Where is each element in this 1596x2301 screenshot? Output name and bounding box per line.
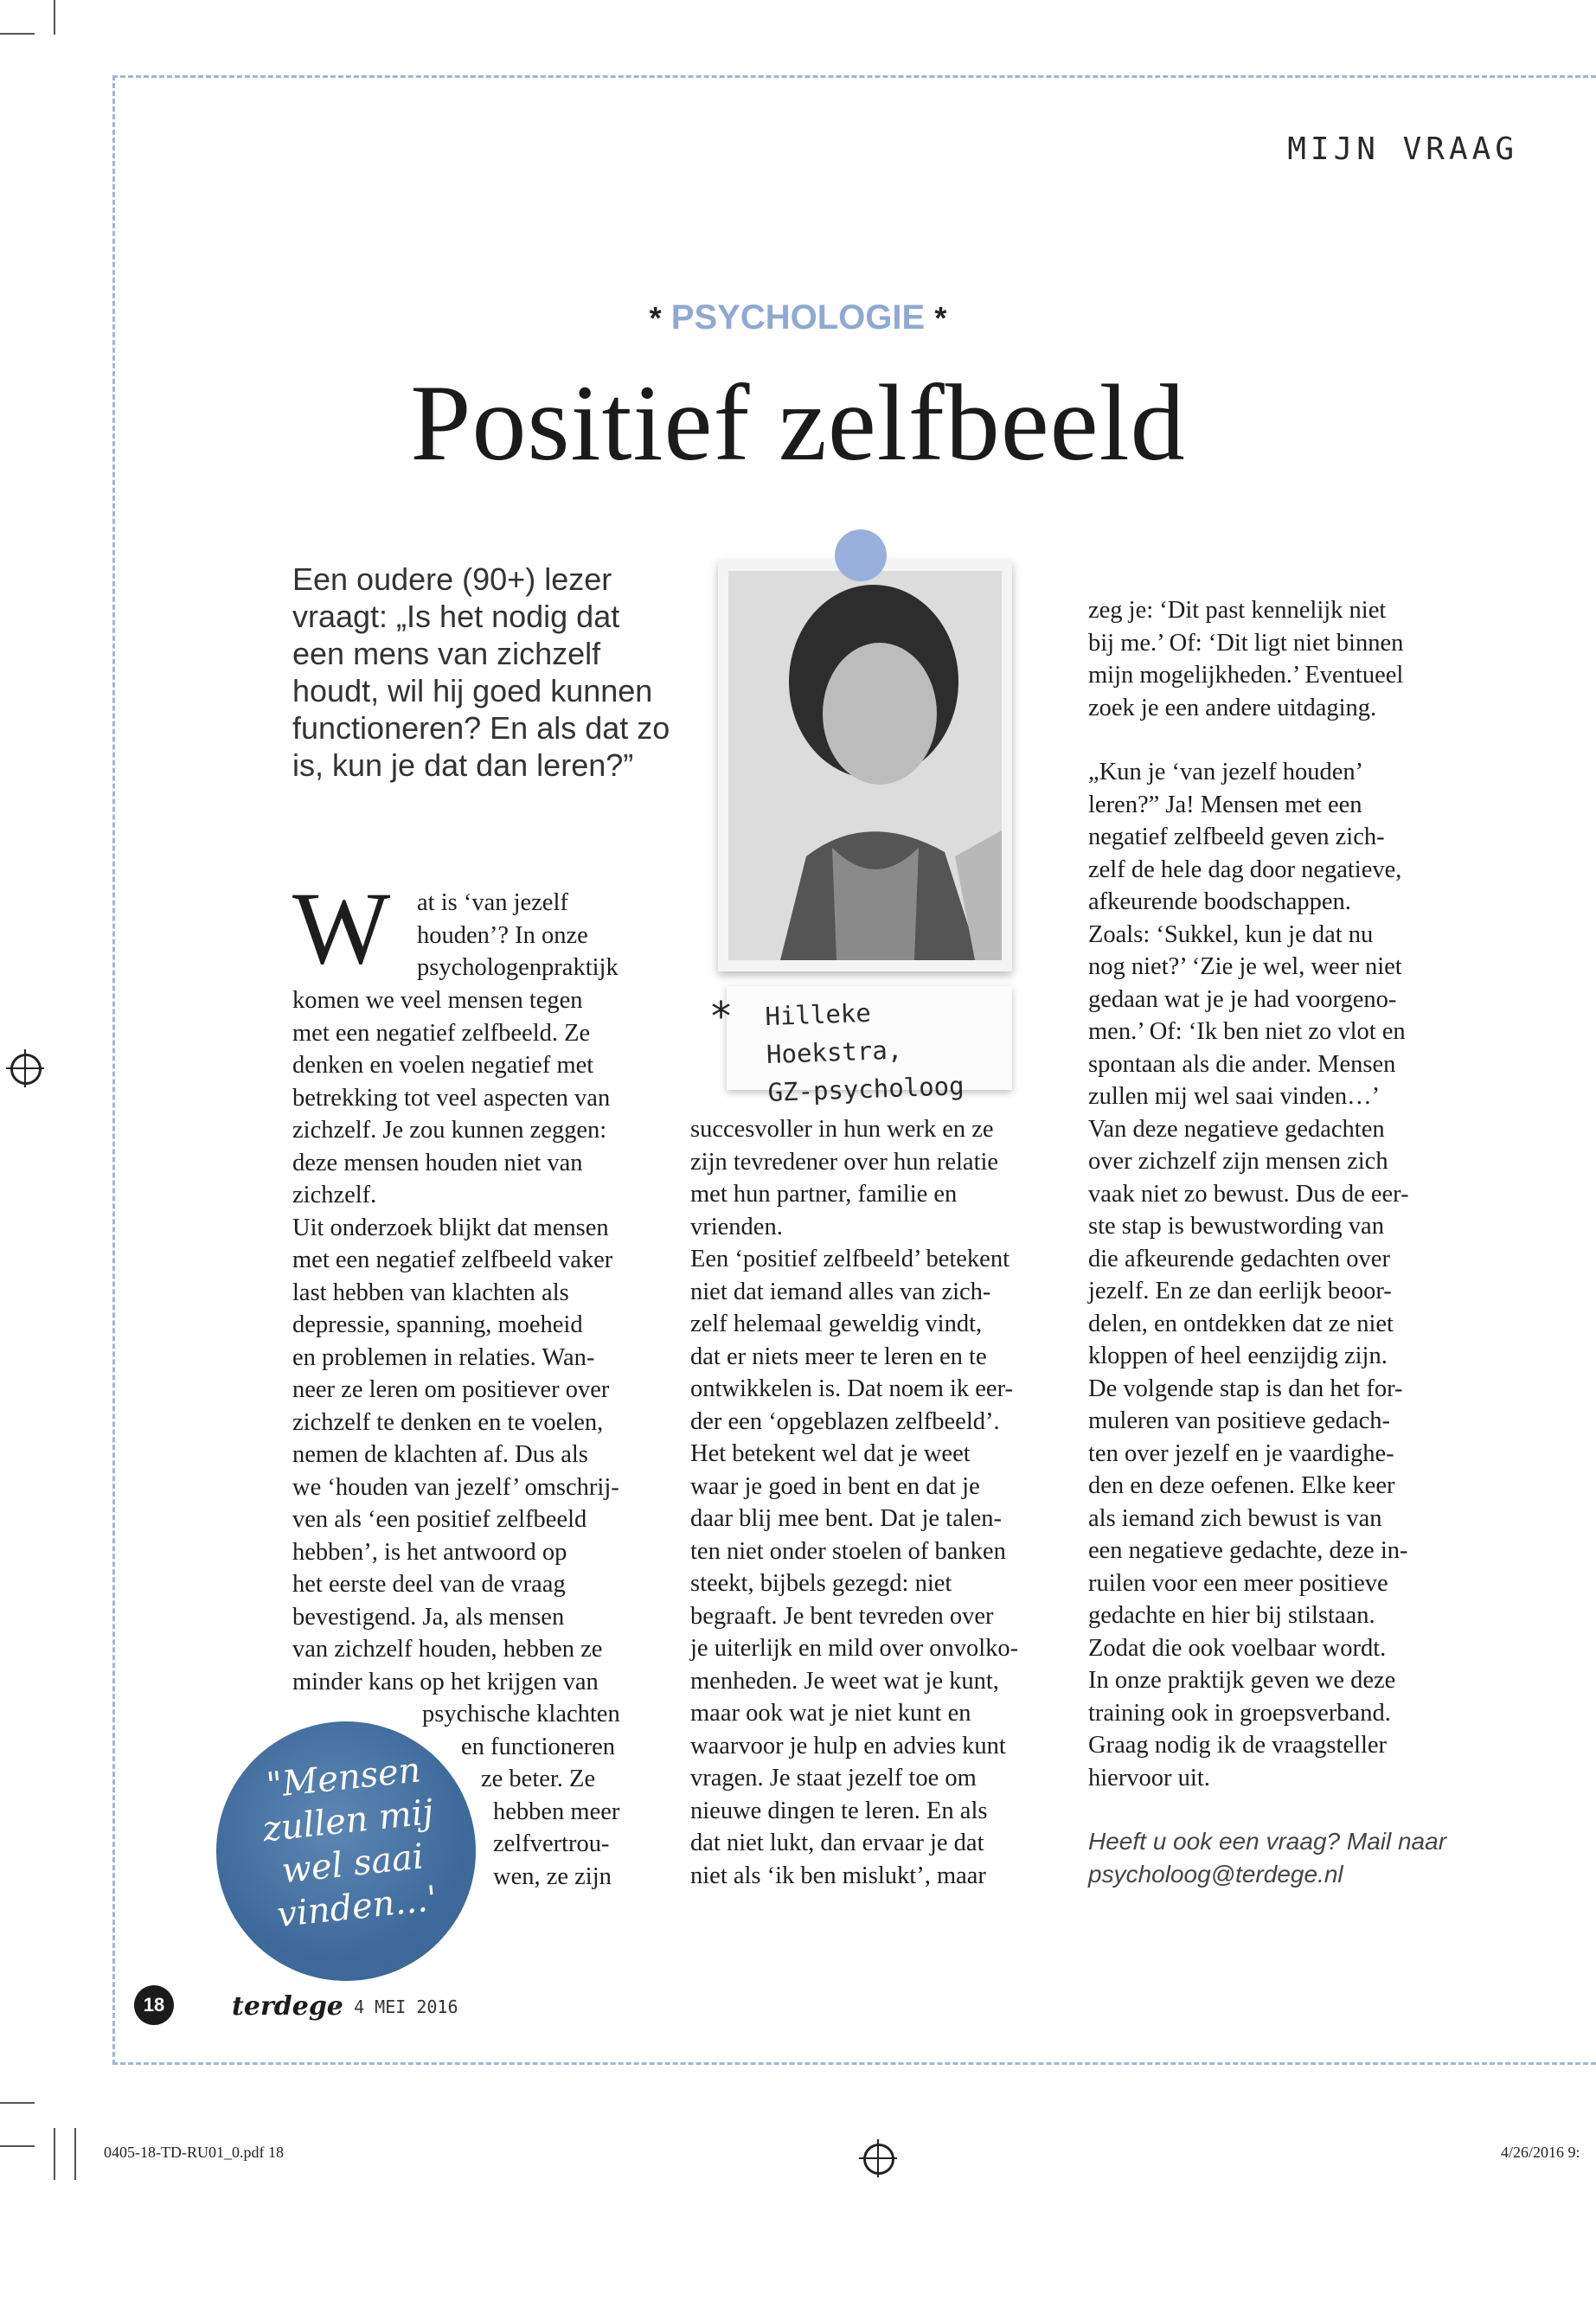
text-line: at is ‘van jezelf <box>417 889 568 916</box>
text-line: der een ‘opgeblazen zelfbeeld’. <box>690 1407 1000 1435</box>
text-line: je uiterlijk en mild over onvolko- <box>690 1635 1019 1662</box>
author-name: Hilleke Hoekstra, <box>764 997 903 1070</box>
text-line: negatief zelfbeeld geven zich- <box>1088 824 1385 850</box>
text-line: Van deze negatieve gedachten <box>1088 1115 1385 1143</box>
drop-cap: W <box>292 870 391 985</box>
text-line: Zodat die ook voelbaar wordt. <box>1088 1634 1387 1662</box>
text-line: die afkeurende gedachten over <box>1088 1245 1390 1272</box>
pull-quote <box>229 1745 471 1940</box>
text-line: kloppen of heel eenzijdig zijn. <box>1088 1343 1388 1369</box>
brand-logo: terdege <box>232 1991 343 2022</box>
text-line: met een negatief zelfbeeld. Ze <box>292 1019 591 1047</box>
text-line: zichzelf. <box>292 1182 377 1208</box>
text-line: depressie, spanning, moeheid <box>292 1311 583 1338</box>
column-3-body <box>1088 594 1503 1794</box>
text-line: zichzelf. Je zou kunnen zeggen: <box>292 1117 607 1144</box>
text-line: komen we veel mensen tegen <box>292 987 583 1014</box>
registration-mark-icon <box>863 2144 894 2175</box>
text-line: Uit onderzoek blijkt dat mensen <box>292 1214 609 1241</box>
print-slug-date: 4/26/2016 9: <box>1501 2144 1580 2161</box>
text-line: het eerste deel van de vraag <box>292 1571 566 1598</box>
text-line: afkeurende boodschappen. <box>1088 888 1351 915</box>
text-line: daar blij mee bent. Dat je talen- <box>690 1505 1003 1532</box>
text-line: leren?” Ja! Mensen met een <box>1088 791 1362 818</box>
kicker <box>0 298 1596 337</box>
author-photo <box>728 571 1002 960</box>
lead-question: Een oudere (90+) lezer vraagt: „Is het nodig dat een mens van zichzelf houdt, wil hij goed kunnen functioneren? En als dat zo is, kun je dat dan leren?” <box>292 561 670 783</box>
text-line: ze beter. Ze <box>481 1766 596 1792</box>
text-line: hebben meer <box>493 1798 620 1825</box>
print-slug-file: 0405-18-TD-RU01_0.pdf 18 <box>104 2144 284 2161</box>
text-line: en problemen in relaties. Wan- <box>292 1343 595 1371</box>
text-line: vragen. Je staat jezelf toe om <box>690 1765 977 1791</box>
crop-mark <box>0 2145 35 2147</box>
text-line: last hebben van klachten als <box>292 1279 569 1306</box>
issue-date: • 4 MEI 2016 <box>333 1997 458 2017</box>
text-line: deze mensen houden niet van <box>292 1149 583 1176</box>
text-line: als iemand zich bewust is van <box>1088 1504 1382 1532</box>
text-line: ten niet onder stoelen of banken <box>690 1537 1006 1565</box>
text-line: spontaan als die ander. Mensen <box>1088 1050 1396 1078</box>
mail-address[interactable]: psycholoog@terdege.nl <box>1088 1861 1343 1888</box>
text-line: maar ook wat je niet kunt en <box>690 1700 971 1727</box>
text-line: denken en voelen negatief met <box>292 1052 594 1079</box>
text-line: den en deze oefenen. Elke keer <box>1088 1472 1395 1499</box>
section-label: MIJN VRAAG <box>1287 131 1518 167</box>
text-line: over zichzelf zijn mensen zich <box>1088 1148 1388 1175</box>
text-line: zichzelf te denken en te voelen, <box>292 1408 604 1436</box>
text-line: gedaan wat je je had voorgeno- <box>1088 985 1397 1013</box>
text-line: begraaft. Je bent tevreden over <box>690 1602 994 1630</box>
text-line: Een ‘positief zelfbeeld’ betekent <box>690 1246 1010 1272</box>
crop-mark <box>54 2128 55 2180</box>
text-line: psychische klachten <box>422 1701 620 1727</box>
text-line: zijn tevredener over hun relatie <box>690 1148 999 1176</box>
mail-note <box>1088 1825 1503 1891</box>
mail-prompt: Heeft u ook een vraag? Mail naar <box>1088 1828 1447 1855</box>
text-line: bij me.’ Of: ‘Dit ligt niet binnen <box>1088 629 1404 657</box>
text-line: minder kans op het krijgen van <box>292 1668 599 1695</box>
text-line: zelfvertrou- <box>493 1830 610 1857</box>
text-line: een negatieve gedachte, deze in- <box>1088 1537 1408 1564</box>
kicker-text: PSYCHOLOGIE <box>670 298 926 336</box>
star-icon: * <box>934 300 947 336</box>
page-number: 18 <box>134 1985 174 2025</box>
text-line: wen, ze zijn <box>493 1862 612 1890</box>
text-line: zelf helemaal geweldig vindt, <box>690 1311 983 1337</box>
text-line: betrekking tot veel aspecten van <box>292 1084 611 1112</box>
quote-line: zullen mij <box>260 1791 436 1850</box>
text-line: niet dat iemand alles van zich- <box>690 1278 991 1305</box>
text-line: zelf de hele dag door negatieve, <box>1088 856 1402 883</box>
text-line: Zoals: ‘Sukkel, kun je dat nu <box>1088 920 1374 948</box>
text-line: ven als ‘een positief zelfbeeld <box>292 1506 587 1533</box>
text-line: neer ze leren om positiever over <box>292 1376 610 1403</box>
text-line: nog niet?’ ‘Zie je wel, weer niet <box>1088 953 1402 980</box>
crop-mark <box>0 33 35 35</box>
text-line: steekt, bijbels gezegd: niet <box>690 1570 952 1597</box>
star-icon: * <box>711 993 731 1040</box>
text-line: Het betekent wel dat je weet <box>690 1440 971 1467</box>
text-line: In onze praktijk geven we deze <box>1088 1667 1396 1694</box>
star-icon: * <box>649 300 662 336</box>
text-line: en functioneren <box>461 1733 616 1760</box>
author-photo-frame <box>718 561 1012 971</box>
author-caption <box>765 989 1019 1112</box>
text-line: ten over jezelf en je vaardighe- <box>1088 1439 1394 1467</box>
column-2-body <box>690 1113 1071 1892</box>
crop-mark <box>74 2128 76 2180</box>
text-line: zeg je: ‘Dit past kennelijk niet <box>1088 597 1387 624</box>
quote-line: vinden...' <box>275 1879 439 1936</box>
pin-icon <box>835 529 887 581</box>
text-line: menheden. Je weet wat je kunt, <box>690 1667 999 1695</box>
text-line: nieuwe dingen te leren. En als <box>690 1797 988 1824</box>
article-title: Positief zelfbeeld <box>410 363 1186 484</box>
text-line: vrienden. <box>690 1213 783 1240</box>
text-line: mijn mogelijkheden.’ Eventueel <box>1088 662 1404 689</box>
text-line: hebben’, is het antwoord op <box>292 1538 567 1566</box>
text-line: gedachte en hier bij stilstaan. <box>1088 1602 1375 1629</box>
text-line: bevestigend. Ja, als mensen <box>292 1603 565 1631</box>
text-line: ontwikkelen is. Dat noem ik eer- <box>690 1375 1013 1402</box>
text-line: delen, en ontdekken dat ze niet <box>1088 1310 1394 1337</box>
column-1-intro <box>417 887 676 984</box>
text-line: zoek je een andere uitdaging. <box>1088 694 1377 721</box>
text-line: nemen de klachten af. Dus als <box>292 1441 588 1468</box>
text-line: training ook in groepsverband. <box>1088 1699 1391 1727</box>
crop-mark <box>0 2102 35 2104</box>
text-line: vaak niet zo bewust. Dus de eer- <box>1088 1180 1409 1208</box>
text-line: waarvoor je hulp en advies kunt <box>690 1732 1006 1759</box>
text-line: men.’ Of: ‘Ik ben niet zo vlot en <box>1088 1018 1406 1045</box>
text-line: muleren van positieve gedach- <box>1088 1407 1390 1434</box>
text-line: dat er niets meer te leren en te <box>690 1343 987 1370</box>
column-1-body <box>292 984 682 1698</box>
text-line: jezelf. En ze dan eerlijk beoor- <box>1088 1278 1392 1304</box>
text-line: succesvoller in hun werk en ze <box>690 1116 994 1143</box>
text-line: Graag nodig ik de vraagsteller <box>1088 1732 1388 1759</box>
quote-line: "Mensen <box>264 1750 423 1806</box>
text-line: niet als ‘ik ben mislukt’, maar <box>690 1862 986 1889</box>
text-line: ste stap is bewustwording van <box>1088 1213 1384 1240</box>
text-line: De volgende stap is dan het for- <box>1088 1375 1403 1402</box>
text-line: van zichzelf houden, hebben ze <box>292 1636 603 1663</box>
text-line: psychologenpraktijk <box>417 954 619 981</box>
quote-line: wel saai <box>279 1836 426 1892</box>
text-line: met hun partner, familie en <box>690 1181 958 1208</box>
text-line: „Kun je ‘van jezelf houden’ <box>1088 759 1364 785</box>
author-role: GZ-psycholoog <box>767 1071 965 1108</box>
text-line: ruilen voor een meer positieve <box>1088 1569 1388 1597</box>
text-line: met een negatief zelfbeeld vaker <box>292 1247 613 1273</box>
text-line: hiervoor uit. <box>1088 1764 1210 1791</box>
registration-mark-icon <box>10 1054 42 1085</box>
crop-mark <box>54 0 55 35</box>
text-line: we ‘houden van jezelf’ omschrij- <box>292 1473 619 1501</box>
text-line: dat niet lukt, dan ervaar je dat <box>690 1830 984 1856</box>
text-line: zullen mij wel saai vinden…’ <box>1088 1083 1381 1110</box>
text-line: waar je goed in bent en dat je <box>690 1472 980 1500</box>
text-line: houden’? In onze <box>417 921 588 949</box>
